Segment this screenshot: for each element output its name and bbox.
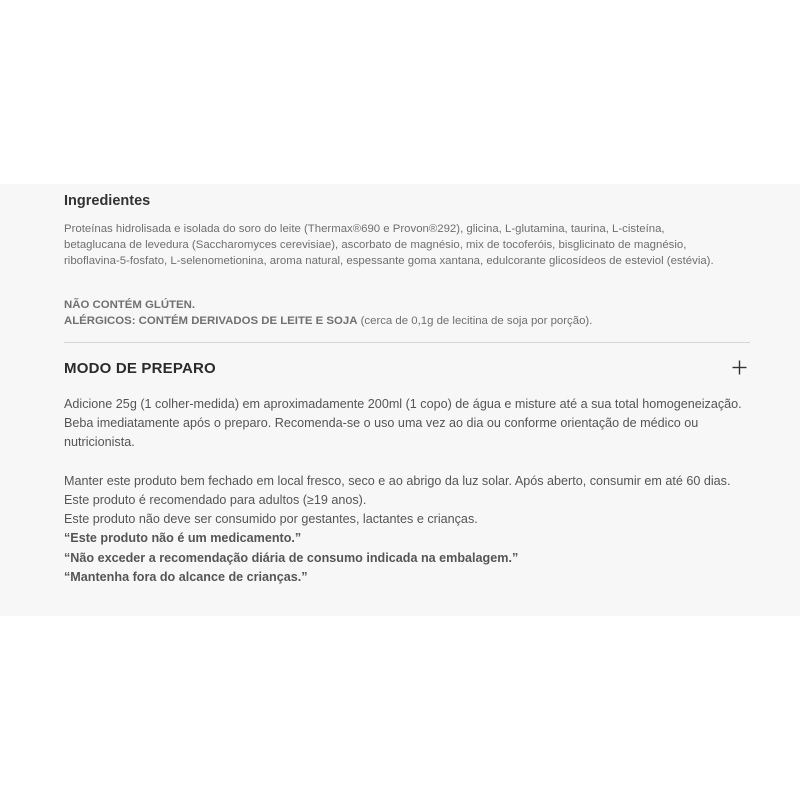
paragraph-spacer: [64, 453, 744, 472]
gluten-notice: NÃO CONTÉM GLÚTEN.: [64, 299, 195, 311]
section-divider: [64, 342, 750, 343]
preparation-content: [64, 395, 744, 587]
warning-not-medicine: “Este produto não é um medicamento.”: [64, 531, 302, 546]
restriction-text: Este produto não deve ser consumido por gestantes, lactantes e crianças.: [64, 512, 478, 527]
preparation-title: MODO DE PREPARO: [64, 360, 216, 377]
allergen-notice: ALÉRGICOS: CONTÉM DERIVADOS DE LEITE E SOJA: [64, 315, 358, 327]
storage-text: Manter este produto bem fechado em local fresco, seco e ao abrigo da luz solar. Após aberto, consumir em até 60 dias.: [64, 473, 731, 488]
ingredients-notes: [64, 297, 744, 329]
preparation-instructions: Adicione 25g (1 colher-medida) em aproximadamente 200ml (1 copo) de água e misture até a sua total homogeneização. Beba imediatamente após o preparo. Recomenda-se o uso uma vez ao dia ou conforme orientação de médico ou nutricionista.: [64, 397, 742, 450]
plus-icon[interactable]: [732, 360, 747, 375]
ingredients-text: Proteínas hidrolisada e isolada do soro do leite (Thermax®690 e Provon®292), glicina, L-glutamina, taurina, L-cisteína, betaglucana de levedura (Saccharomyces cerevisiae), ascorbato de magnésio, mix de tocoferóis, bisglicinato de magnésio, riboflavina-5-fosfato, L-selenometionina, aroma natural, espessante goma xantana, edulcorante glicosídeos de esteviol (estévia).: [64, 223, 714, 267]
warning-children: “Mantenha fora do alcance de crianças.”: [64, 569, 308, 584]
ingredients-title: Ingredientes: [64, 193, 151, 209]
product-info-panel: [0, 184, 800, 616]
adults-text: Este produto é recomendado para adultos (≥19 anos).: [64, 493, 367, 507]
warning-dosage: “Não exceder a recomendação diária de consumo indicada na embalagem.”: [64, 550, 519, 565]
preparation-accordion-header[interactable]: [64, 352, 750, 388]
allergen-detail: (cerca de 0,1g de lecitina de soja por porção).: [357, 315, 593, 327]
